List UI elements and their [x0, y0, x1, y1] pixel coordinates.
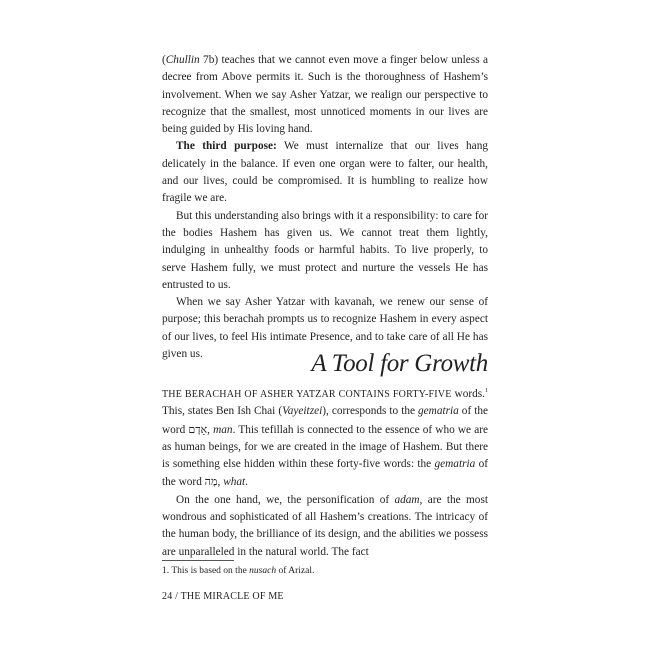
bottom-text-block: [162, 386, 488, 561]
section-heading: A Tool for Growth: [311, 350, 488, 377]
small-caps-opening: THE BERACHAH OF ASHER YATZAR CONTAINS FORTY-FIVE: [162, 389, 452, 400]
footnote-reference: 1: [485, 388, 488, 395]
footnote-divider: [162, 560, 234, 561]
paragraph: On the one hand, we, the personification of adam, are the most wondrous and sophisticated of all Hashem’s creations. The intricacy of the human body, the brilliance of its design, and the abilities we possess are unparalleled in the natural world. The fact: [162, 493, 488, 558]
page-folio: 24 / THE MIRACLE OF ME: [162, 591, 284, 602]
top-text-block: [162, 52, 488, 363]
hebrew-word: מָה: [204, 475, 218, 489]
paragraph: But this understanding also brings with it a responsibility: to care for the bodies Hashem has given us. We cannot treat them lightly, indulging in unhealthy foods or harmful habits. To live properly, to serve Hashem fully, we must protect and nurture the vessels He has entrusted to us.: [162, 209, 488, 291]
footnote: 1. This is based on the nusach of Arizal.: [162, 566, 315, 576]
paragraph: THE BERACHAH OF ASHER YATZAR CONTAINS FORTY-FIVE words.$^1$ This, states Ben Ish Chai (Vayeitzei), corresponds to the gematria of the word אָדָם, man. This tefillah is connected to the essence of who we are as human beings, for we are created in the image of Hashem. But there is something else hidden within these forty-five words: the gematria of the word מָה, what.: [162, 388, 488, 489]
citation-italic: Chullin: [165, 54, 200, 66]
paragraph: When we say Asher Yatzar with kavanah, we renew our sense of purpose; this berachah prompts us to recognize Hashem in every aspect of our lives, to feel His intimate Presence, and to take care of all He has given us.: [162, 296, 488, 361]
lead-in-bold: The third purpose:: [176, 140, 277, 153]
paragraph: (Chullin 7b) teaches that we cannot even move a finger below unless a decree from Above permits it. Such is the thoroughness of Hashem’s involvement. When we say Asher Yatzar, we realign our perspective to recognize that the smallest, most unnoticed moments in our lives are being guided by His loving hand.: [162, 54, 488, 136]
paragraph: The third purpose: We must internalize that our lives hang delicately in the balance. If even one organ were to falter, our health, and our lives, could be compromised. It is humbling to realize how fragile we are.: [162, 140, 488, 205]
hebrew-word: אָדָם: [188, 422, 208, 436]
